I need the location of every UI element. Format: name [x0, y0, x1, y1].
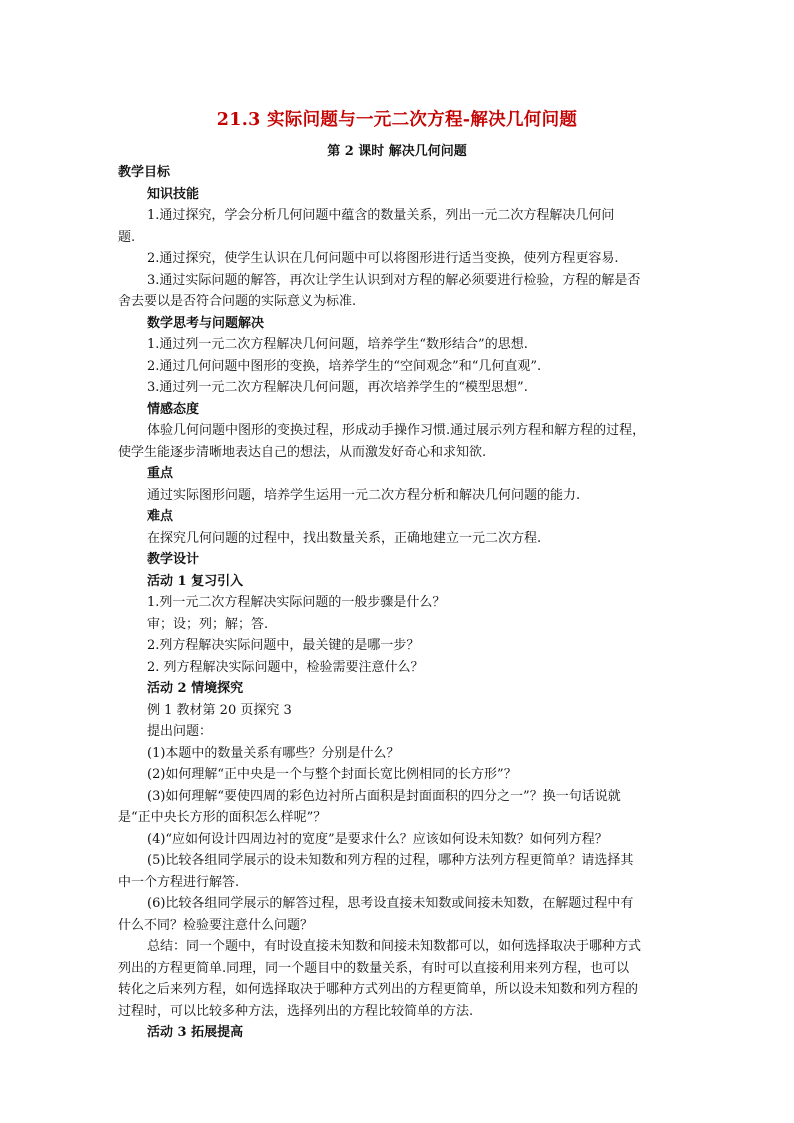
question-line: 是“正中央长方形的面积怎么样呢”？ — [118, 810, 327, 825]
paragraph-line: 题. — [118, 229, 136, 245]
question-line: (4)“应如何设计四周边衬的宽度”是要求什么？应该如何设未知数？如何列方程？ — [147, 831, 608, 847]
example-line: 例 1 教材第 20 页探究 3 — [147, 702, 292, 718]
question-line: 什么不同？检验要注意什么问题？ — [118, 917, 314, 933]
paragraph-line: 审；设；列；解；答. — [147, 616, 269, 632]
paragraph-line: 通过实际图形问题，培养学生运用一元二次方程分析和解决几何问题的能力. — [147, 487, 581, 503]
paragraph-line: 3.通过实际问题的解答，再次让学生认识到对方程的解必须要进行检验，方程的解是否 — [147, 272, 641, 288]
question-line: (3)如何理解“要使四周的彩色边衬所占面积是封面面积的四分之一”？换一句话说就 — [147, 788, 621, 804]
paragraph-line: 1.通过探究，学会分析几何问题中蕴含的数量关系，列出一元二次方程解决几何问 — [147, 208, 615, 223]
summary-line: 过程时，可以比较多种方法，选择列出的方程比较简单的方法. — [118, 1003, 474, 1019]
activity-heading: 活动 3 拓展提高 — [147, 1025, 244, 1040]
document-body — [118, 162, 678, 1044]
summary-line: 列出的方程更简单.同理，同一个题目中的数量关系，有时可以直接利用来列方程，也可以 — [118, 960, 630, 976]
subsection-heading: 数学思考与问题解决 — [147, 315, 265, 331]
subsection-heading: 难点 — [147, 509, 174, 524]
subsection-heading: 知识技能 — [147, 186, 200, 202]
document-title: 21.3 实际问题与一元二次方程-解决几何问题 — [216, 110, 578, 130]
section-heading: 教学设计 — [147, 552, 200, 567]
activity-heading: 活动 1 复习引入 — [147, 573, 244, 589]
question-line: (5)比较各组同学展示的设未知数和列方程的过程，哪种方法列方程更简单？请选择其 — [147, 853, 634, 868]
question-line: (6)比较各组同学展示的解答过程，思考设直接未知数或间接未知数，在解题过程中有 — [147, 896, 634, 911]
paragraph-line: 1.列一元二次方程解决实际问题的一般步骤是什么？ — [147, 595, 446, 610]
paragraph-line: 1.通过列一元二次方程解决几何问题，培养学生“数形结合”的思想. — [147, 337, 528, 352]
paragraph-line: 3.通过列一元二次方程解决几何问题，再次培养学生的“模型思想”. — [147, 380, 528, 395]
paragraph-line: 使学生能逐步清晰地表达自己的想法，从而激发好奇心和求知欲. — [118, 444, 487, 460]
paragraph-line: 2.通过几何问题中图形的变换，培养学生的“空间观念”和“几何直观”. — [147, 358, 542, 374]
activity-heading: 活动 2 情境探究 — [147, 681, 244, 696]
paragraph-line: 提出问题： — [147, 724, 213, 739]
paragraph-line: 2.列方程解决实际问题中，最关键的是哪一步？ — [147, 638, 420, 653]
paragraph-line: 2.通过探究，使学生认识在几何问题中可以将图形进行适当变换，使列方程更容易. — [147, 251, 619, 266]
summary-line: 转化之后来列方程，如何选择取决于哪种方式列出的方程更简单，所以设未知数和列方程的 — [118, 982, 639, 997]
question-line: (1)本题中的数量关系有哪些？分别是什么？ — [147, 745, 400, 761]
paragraph-line: 2. 列方程解决实际问题中，检验需要注意什么？ — [147, 659, 424, 675]
paragraph-line: 舍去要以是否符合问题的实际意义为标准. — [118, 294, 357, 309]
document-subtitle: 第 2 课时 解决几何问题 — [327, 144, 467, 159]
section-heading: 教学目标 — [118, 165, 171, 180]
question-line: (2)如何理解“正中央是一个与整个封面长宽比例相同的长方形”？ — [147, 767, 517, 782]
summary-line: 总结：同一个题中，有时设直接未知数和间接未知数都可以，如何选择取决于哪种方式 — [147, 939, 642, 954]
paragraph-line: 在探究几何问题的过程中，找出数量关系，正确地建立一元二次方程. — [147, 530, 542, 546]
subsection-heading: 情感态度 — [147, 401, 200, 417]
question-line: 中一个方程进行解答. — [118, 874, 240, 890]
subsection-heading: 重点 — [147, 466, 174, 481]
paragraph-line: 体验几何问题中图形的变换过程，形成动手操作习惯.通过展示列方程和解方程的过程， — [147, 423, 646, 438]
